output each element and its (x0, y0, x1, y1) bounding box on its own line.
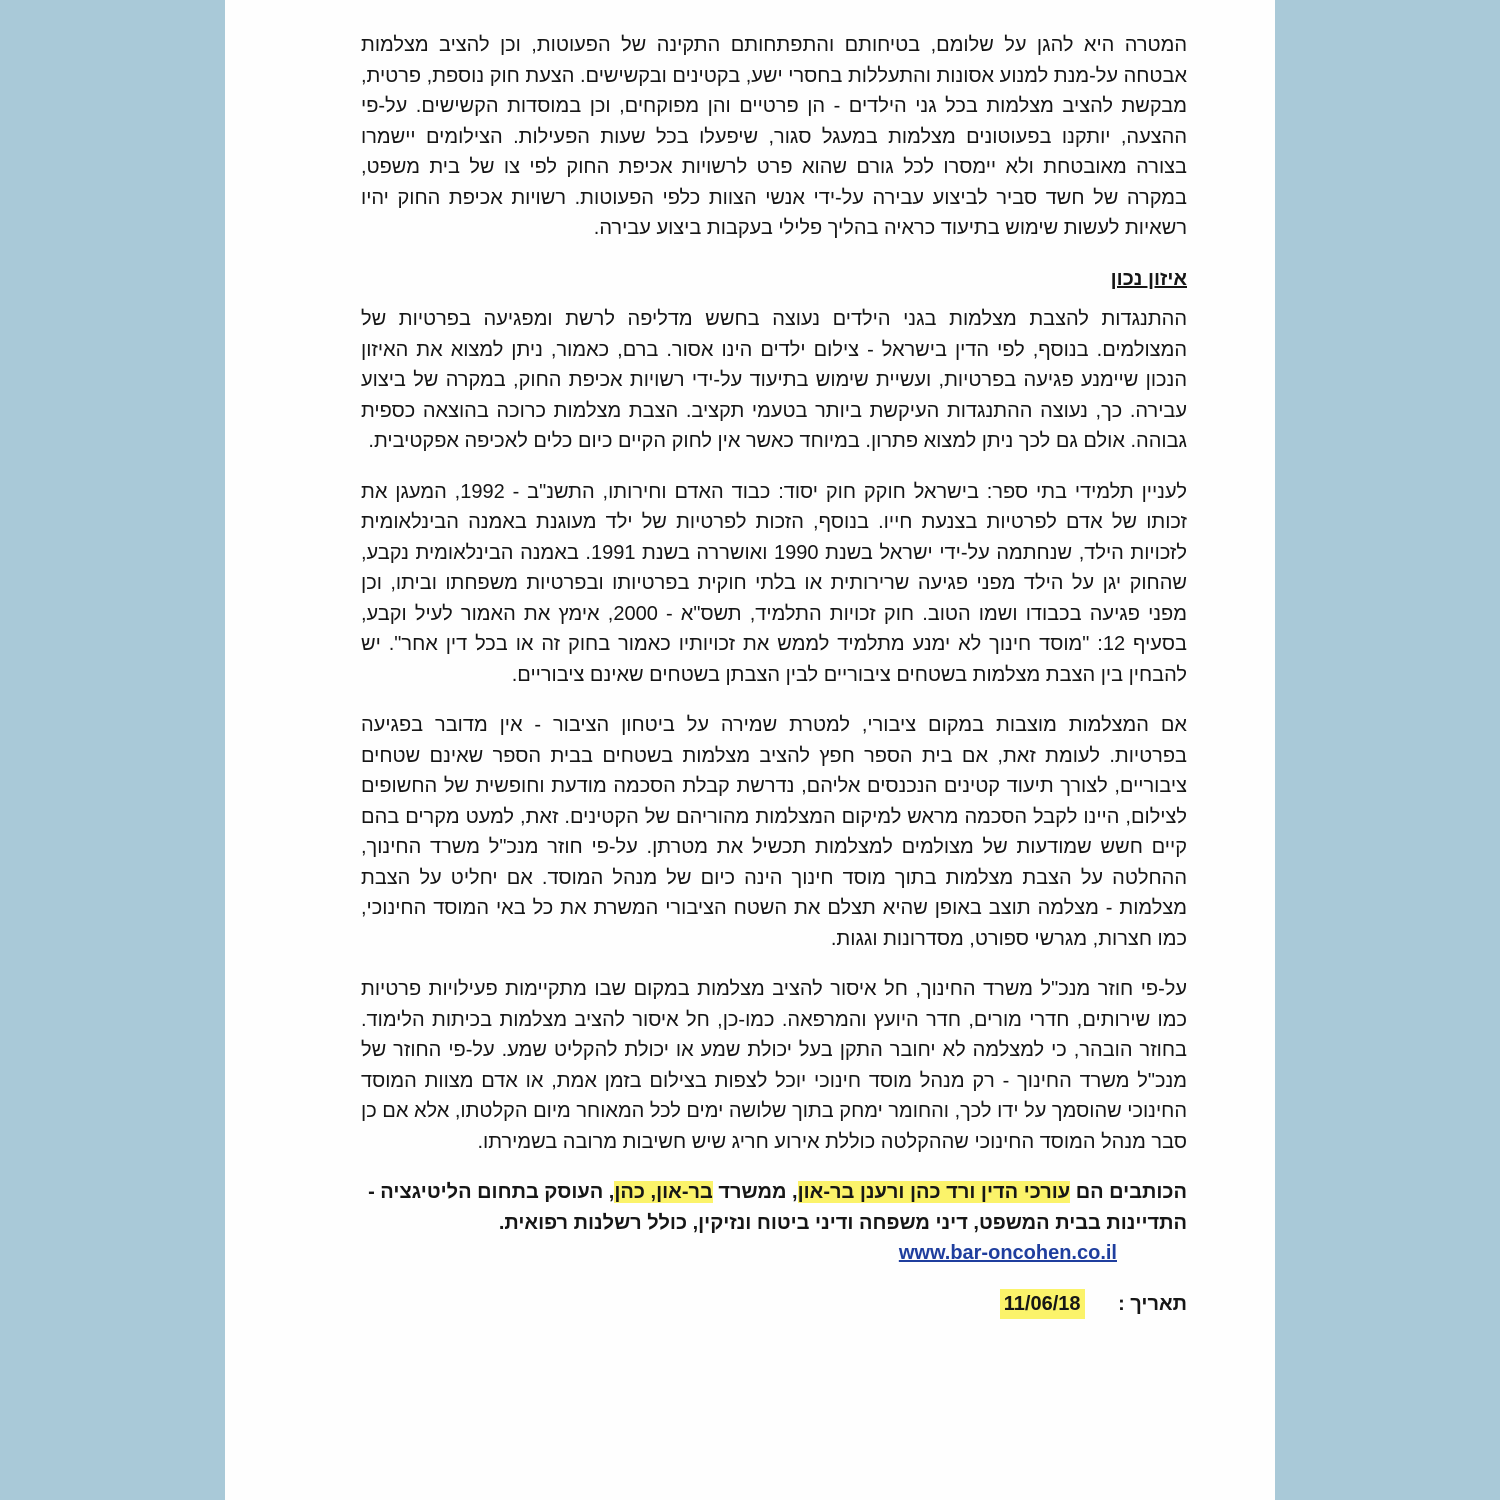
website-link[interactable]: www.bar-oncohen.co.il (898, 1242, 1117, 1264)
paragraph-students: לעניין תלמידי בתי ספר: בישראל חוקק חוק יסוד: כבוד האדם וחירותו, התשנ"ב - 1992, המעגן את זכותו של אדם לפרטיות בצנעת חייו. בנוסף, הזכות לפרטיות של ילד מעוגנת באמנה הבינלאומית לזכויות הילד, שנחתמה על-ידי ישראל בשנת 1990 ואושררה בשנת 1991. באמנה הבינלאומית נקבע, שהחוק יגן על הילד מפני פגיעה שרירותית או בלתי חוקית בפרטיותו ובפרטיות משפחתו וביתו, וכן מפני פגיעה בכבודו ושמו הטוב. חוק זכויות התלמיד, תשס"א - 2000, אימץ את האמור לעיל וקבע, בסעיף 12: "מוסד חינוך לא ימנע מתלמיד לממש את זכויותיו כאמור בחוק זה או בכל דין אחר". יש להבחין בין הצבת מצלמות בשטחים ציבוריים לבין הצבתן בשטחים שאינם ציבוריים. (361, 480, 1188, 686)
document-body (361, 30, 1187, 1319)
intro-paragraph: המטרה היא להגן על שלומם, בטיחותם והתפתחותם התקינה של הפעוטות, וכן להציב מצלמות אבטחה על-מנת למנוע אסונות והתעללות בחסרי ישע, בקטינים ובקשישים. הצעת חוק נוספת, פרטית, מבקשת להציב מצלמות בכל גני הילדים - הן פרטיים והן מפוקחים, וכן במוסדות הקשישים. על-פי ההצעה, יותקנו בפעוטונים מצלמות במעגל סגור, שיפעלו בכל שעות הפעילות. הצילומים יישמרו בצורה מאובטחת ולא יימסרו לכל גורם שהוא פרט לרשויות אכיפת החוק לפי צו של בית משפט, במקרה של חשד סביר לביצוע עבירה על-ידי אנשי הצוות כלפי הפעוטות. רשויות אכיפת החוק יהיו רשאיות לעשות שימוש בתיעוד כראיה בהליך פלילי בעקבות ביצוע עבירה. (361, 34, 1187, 239)
authors-middle: , ממשרד (712, 1181, 798, 1203)
authors-note (361, 1177, 1187, 1269)
date-row (361, 1289, 1187, 1320)
authors-suffix: , העוסק בתחום הליטיגציה - התדיינות בבית המשפט, דיני משפחה ודיני ביטוח ונזיקין, כולל רשלנות רפואית. (368, 1181, 1187, 1234)
date-value: 11/06/18 (1000, 1289, 1085, 1320)
authors-prefix: הכותבים הם (1070, 1181, 1187, 1203)
date-label: תאריך : (1118, 1292, 1187, 1315)
law-firm-name: בר-און, כהן (614, 1181, 713, 1203)
document-page (225, 0, 1275, 1500)
section-heading: איזון נכון (1110, 267, 1187, 290)
paragraph-public-spaces: אם המצלמות מוצבות במקום ציבורי, למטרת שמירה על ביטחון הציבור - אין מדובר בפגיעה בפרטיות. לעומת זאת, אם בית הספר חפץ להציב מצלמות בשטחים בבית הספר שאינם שטחים ציבוריים, לצורך תיעוד קטינים הנכנסים אליהם, נדרשת קבלת הסכמה מודעת וחופשית של החשופים לצילום, היינו לקבל הסכמה מראש למיקום המצלמות מהוריהם של הקטינים. זאת, למעט מקרים בהם קיים חשש שמודעות של מצולמים למצלמות תכשיל את מטרתן. על-פי חוזר מנכ"ל משרד החינוך, ההחלטה על הצבת מצלמות בתוך מוסד חינוך הינה כיום של מנהל המוסד. אם יחליט על הצבת מצלמות - מצלמה תוצב באופן שהיא תצלם את השטח הציבורי המשרת את כל באי המוסד החינוכי, כמו חצרות, מגרשי ספורט, מסדרונות וגגות. (361, 714, 1187, 950)
authors-names: עורכי הדין ורד כהן ורענן בר-און (797, 1181, 1071, 1203)
paragraph-balance: ההתנגדות להצבת מצלמות בגני הילדים נעוצה בחשש מדליפה לרשת ומפגיעה בפרטיות של המצולמים. בנוסף, לפי הדין בישראל - צילום ילדים הינו אסור. ברם, כאמור, ניתן למצוא את האיזון הנכון שיימנע פגיעה בפרטיות, ועשיית שימוש בתיעוד על-ידי רשויות אכיפת החוק, במקרה של ביצוע עבירה. כך, נעוצה ההתנגדות העיקשת ביותר בטעמי תקציב. הצבת מצלמות כרוכה בהוצאה כספית גבוהה. אולם גם לכך ניתן למצוא פתרון. במיוחד כאשר אין לחוק הקיים כיום כלים לאכיפה אפקטיבית. (361, 308, 1187, 452)
paragraph-ministry-circular: על-פי חוזר מנכ"ל משרד החינוך, חל איסור להציב מצלמות במקום שבו מתקיימות פעילויות פרטיות כמו שירותים, חדרי מורים, חדר היועץ והמרפאה. כמו-כן, חל איסור להציב מצלמות בכיתות הלימוד. בחוזר הובהר, כי למצלמה לא יחובר התקן בעל יכולת שמע או יכולת להקליט שמע. על-פי החוזר של מנכ"ל משרד החינוך - רק מנהל מוסד חינוכי יוכל לצפות בצילום בזמן אמת, או אדם מצוות המוסד החינוכי שהוסמך על ידו לכך, והחומר ימחק בתוך שלושה ימים לכל המאוחר מיום הקלטתו, אלא אם כן סבר מנהל המוסד החינוכי שההקלטה כוללת אירוע חריג שיש חשיבות מרובה בשמירתו. (361, 978, 1187, 1153)
